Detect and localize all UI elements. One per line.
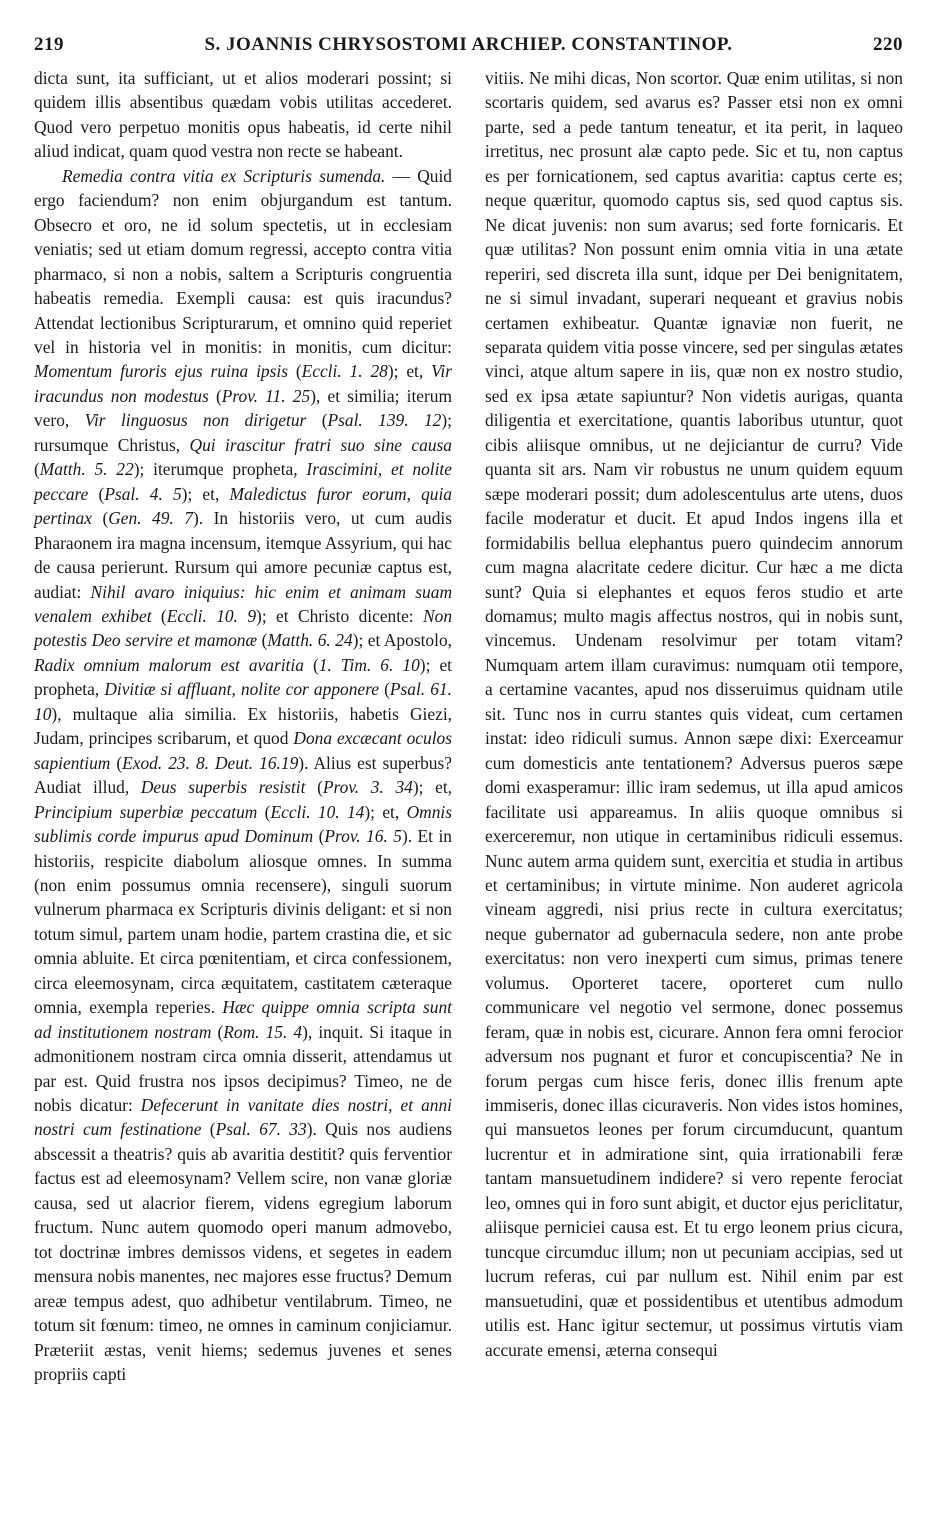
left-column bbox=[34, 66, 452, 1386]
citation: Prov. 16. 5 bbox=[324, 826, 402, 847]
citation: Psal. 61. 10 bbox=[34, 679, 452, 724]
quotation: Hæc quippe omnia scripta sunt ad institutionem nostram bbox=[34, 997, 453, 1042]
right-column bbox=[485, 66, 903, 1362]
quotation: Omnis sublimis corde impurus apud Dominum bbox=[34, 801, 453, 847]
quotation: Maledictus furor eorum, quia pertinax bbox=[34, 483, 452, 529]
quotation: Qui irascitur fratri suo sine causa bbox=[189, 434, 452, 455]
citation: Eccli. 1. 28 bbox=[301, 361, 388, 382]
quotation: Dona excæcant oculos sapientium bbox=[34, 728, 453, 773]
citation: Eccli. 10. 14 bbox=[270, 801, 365, 822]
citation: Prov. 11. 25 bbox=[221, 385, 311, 406]
citation: Matth. 6. 24 bbox=[267, 630, 353, 651]
section-heading: Remedia contra vitia ex Scripturis sumenda. bbox=[62, 165, 386, 186]
paragraph: vitiis. Ne mihi dicas, Non scortor. Quæ enim utilitas, si non scortaris quidem, sed avarus es? Passer etsi non ex omni parte, sed a pede tantum teneatur, et ita perit, in laqueo irretitus, nec prosunt alæ capto pede. Sic et tu, non captus es per fornicationem, sed captus avaritia: captus certe es; neque quæritur, quomodo captus sis, sed quod captus sis. Ne dicat juvenis: non sum avarus; sed forte fornicaris. Et quæ utilitas? Non possunt enim omnia vitia in una ætate reperiri, sed discreta illa sunt, idque per Dei benignitatem, ne si simul invadant, superari nequeant et gravius nobis certamen exhibeatur. Quantæ ignaviæ non fuerit, ne separata quidem vitia posse vincere, sed per singulas ætates vinci, atque altum sapere in iis, quæ non ex nostro studio, sed ex ipsa ætate sapiuntur? Non videtis aurigas, quanta diligentia et exercitatione, quantis laboribus utuntur, quot cibis aliisque omnibus, ut ne dejiciantur de curru? Vide quanta sit ars. Nam vir robustus ne unum quidem equum sæpe moderari possit; dum adolescentulus arte utens, duos facile moderatur et ducit. Et apud Indos ingens illa et formidabilis bellua elephantus puero quindecim annorum cum magna alacritate cedere dicitur. Cur hæc a me dicta sunt? Quia si elephantes et equos feros studio et arte domamus; multo magis affectus nostros, qui in nobis sunt, vincemus. Undenam resolvimur per totam vitam? Numquam artem illam curavimus: numquam otii tempore, a certamine vacantes, apud nos disseruimus quidnam utile sit. Tunc nos in curru stantes quis videat, cum certamen instat: ideo ridiculi sumus. Annon sæpe dixi: Exerceamur cum domesticis ante tentationem? Adversus pueros sæpe domi exasperamur: illic iram sedemus, ut illa apud amicos facilitate usi appareamus. In aliis quoque omnibus si exerceremur, non utique in certaminibus ridiculi essemus. Nunc autem arma quidem sunt, exercitia et studia in artibus et certaminibus; in virtute minime. Non auderet agricola vineam aggredi, nisi prius recte in cultura exercitatus; neque gubernator ad gubernacula sedere, non ante probe exercitatus: non vero inexperti cum simus, primas tenere volumus. Oporteret tacere, oporteret cum nullo communicare vel negotio vel sermone, donec possemus feram, quæ in nobis est, cicurare. Annon fera omni ferocior adversum nos pugnant et furor et concupiscentia? Ne in forum pergas cum hisce feris, donec illis frenum apte immiseris, donec illas cicuraveris. Non vides istos homines, qui mansuetos leones per forum circumducunt, quantum lucrentur et in admiratione sint, quia irrationabili feræ tantam mansuetudinem indidere? si vero repente ferociat leo, omnes qui in foro sunt abigit, et ductor ejus periclitatur, aliisque perniciei causa est. Et tu ergo leonem prius cicura, tuncque circumduc illum; non ut pecuniam accipias, sed ut lucrum referas, cui par nullum est. Nihil enim par est mansuetudini, quæ et possidentibus et utentibus admodum utilis est. Hanc igitur sectemur, ut possimus virtutis viam accurate emensi, æterna consequi bbox=[485, 68, 903, 1360]
citation: Psal. 139. 12 bbox=[327, 410, 442, 431]
quotation: Defecerunt in vanitate dies nostri, et anni nostri cum festinatione bbox=[34, 1095, 452, 1140]
quotation: Momentum furoris ejus ruina ipsis bbox=[34, 361, 288, 382]
paragraph: dicta sunt, ita sufficiant, ut et alios moderari possint; si quidem illis absentibus quædam vobis utilitas accederet. Quod vero perpetuo monitis opus habeatis, id certe nihil aliud indicat, quam quod vestra non recte se habeant. bbox=[34, 68, 452, 162]
paragraph: Remedia contra vitia ex Scripturis sumenda. — Quid ergo faciendum? non enim objurgandum est tantum. Obsecro et oro, ne id solum spectetis, ut in ecclesiam veniatis; sed ut etiam domum regressi, accepto contra vitia pharmaco, si non a nobis, saltem a Scripturis congruentia habeatis remedia. Exempli causa: est quis iracundus? Attendat lectionibus Scripturarum, et omnino quid reperiet vel in historia vel in monitis: in monitis, cum dicitur: Momentum furoris ejus ruina ipsis (Eccli. 1. 28); et, Vir iracundus non modestus (Prov. 11. 25), et similia; iterum vero, Vir linguosus non dirigetur (Psal. 139. 12); rursumque Christus, Qui irascitur fratri suo sine causa (Matth. 5. 22); iterumque propheta, Irascimini, et nolite peccare (Psal. 4. 5); et, Maledictus furor eorum, quia pertinax (Gen. 49. 7). In historiis vero, ut cum audis Pharaonem ira magna incensum, itemque Assyrium, qui hac de causa perierunt. Rursum qui amore pecuniæ captus est, audiat: Nihil avaro iniquius: hic enim et animam suam venalem exhibet (Eccli. 10. 9); et Christo dicente: Non potestis Deo servire et mamonæ (Matth. 6. 24); et Apostolo, Radix omnium malorum est avaritia (1. Tim. 6. 10); et propheta, Divitiæ si affluant, nolite cor apponere (Psal. 61. 10), multaque alia similia. Ex historiis, habetis Giezi, Judam, principes scribarum, et quod Dona excæcant oculos sapientium (Exod. 23. 8. Deut. 16.19). Alius est superbus? Audiat illud, Deus superbis resistit (Prov. 3. 34); et, Principium superbiæ peccatum (Eccli. 10. 14); et, Omnis sublimis corde impurus apud Dominum (Prov. 16. 5). Et in historiis, respicite diabolum aliosque omnes. In summa (non enim possumus omnia recensere), singuli suorum vulnerum pharmaca ex Scripturis divinis deligant: et si non totum simul, partem unam hodie, partem crastina die, et sic omnia abluite. Et circa pœnitentiam, et circa confessionem, circa eleemosynam, circa æquitatem, castitatem cæteraque omnia, exempla reperies. Hæc quippe omnia scripta sunt ad institutionem nostram (Rom. 15. 4), inquit. Si itaque in admonitionem nostram circa omnia disserit, attendamus ut par est. Quid frustra nos ipsos decipimus? Timeo, ne de nobis dicatur: Defecerunt in vanitate dies nostri, et anni nostri cum festinatione (Psal. 67. 33). Quis nos audiens abscessit a theatris? quis ab avaritia destitit? quis ferventior factus est ad eleemosynam? Vellem scire, non vanæ gloriæ causa, sed ut alacrior fierem, videns egregium laborum fructum. Nunc autem quomodo operi manum admovebo, tot doctrinæ imbres demissos videns, et segetes in eadem mensura nobis manentes, nec majores esse fructus? Demum areæ tempus adest, quo adhibetur ventilabrum. Timeo, ne totum sit fœnum: timeo, ne omnes in caminum conjiciamur. Præteriit æstas, venit hiems; sedemus juvenes et senes propriis capti bbox=[34, 165, 453, 1385]
quotation: Vir linguosus non dirigetur bbox=[84, 410, 307, 431]
citation: Matth. 5. 22 bbox=[39, 459, 134, 480]
quotation: Divitiæ si affluant, nolite cor apponere bbox=[104, 679, 379, 700]
quotation: Radix omnium malorum est avaritia bbox=[34, 654, 304, 675]
citation: Exod. 23. 8. Deut. 16.19 bbox=[122, 752, 299, 773]
text-columns bbox=[34, 66, 903, 1528]
page-number-right: 220 bbox=[873, 34, 903, 55]
quotation: Vir iracundus non modestus bbox=[34, 361, 453, 406]
running-head bbox=[34, 34, 903, 68]
page-number-left: 219 bbox=[34, 34, 64, 55]
citation: Prov. 3. 34 bbox=[322, 777, 413, 798]
quotation: Nihil avaro iniquius: hic enim et animam suam venalem exhibet bbox=[34, 581, 452, 626]
citation: Gen. 49. 7 bbox=[108, 508, 193, 529]
quotation: Deus superbis resistit bbox=[140, 777, 306, 798]
citation: Eccli. 10. 9 bbox=[166, 605, 257, 626]
citation: Psal. 4. 5 bbox=[104, 483, 182, 504]
citation: 1. Tim. 6. 10 bbox=[318, 654, 420, 675]
citation: Rom. 15. 4 bbox=[223, 1021, 303, 1042]
quotation: Non potestis Deo servire et mamonæ bbox=[34, 605, 453, 651]
quotation: Irascimini, et nolite peccare bbox=[34, 459, 452, 504]
running-title: S. JOANNIS CHRYSOSTOMI ARCHIEP. CONSTANTINOP. bbox=[204, 34, 733, 55]
quotation: Principium superbiæ peccatum bbox=[34, 801, 258, 822]
citation: Psal. 67. 33 bbox=[215, 1119, 307, 1140]
